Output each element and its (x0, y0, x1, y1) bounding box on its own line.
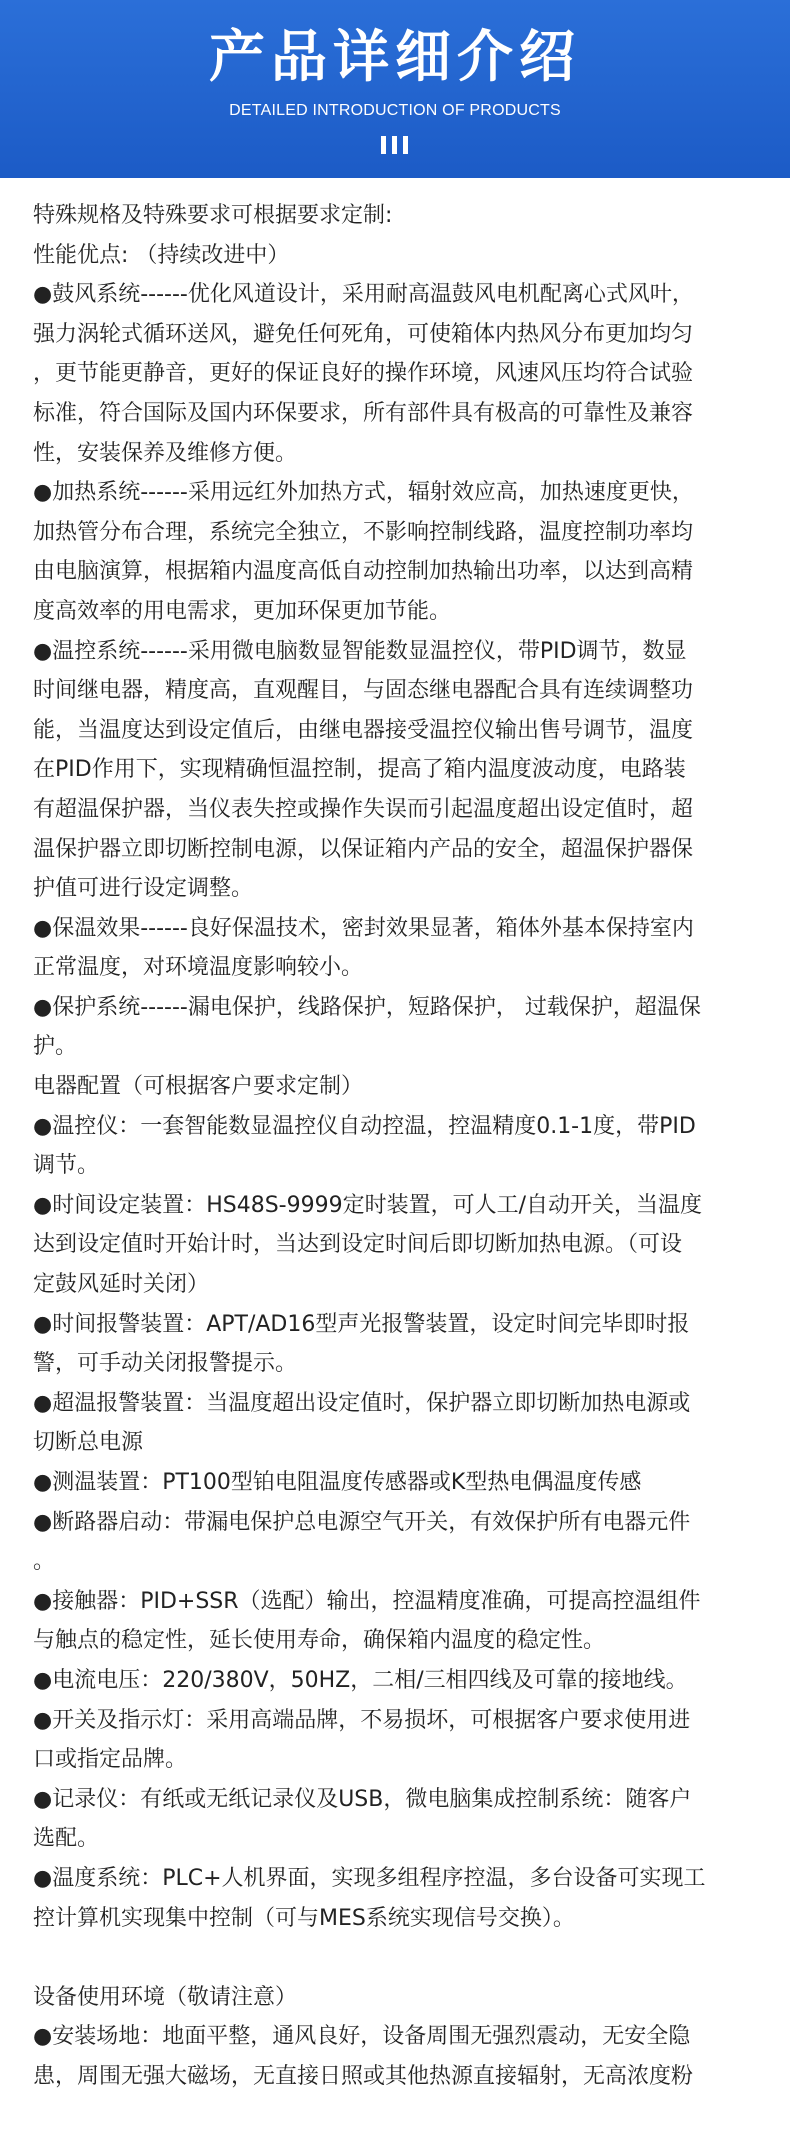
text-line: 温保护器立即切断控制电源，以保证箱内产品的安全，超温保护器保 (33, 836, 694, 862)
text-line: ●时间设定装置：HS48S-9999定时装置，可人工/自动开关，当温度 (33, 1192, 703, 1218)
text-line: 护。 (33, 1034, 78, 1060)
page-title: 产品详细介绍 (209, 25, 581, 90)
text-line: ●加热系统------采用远红外加热方式，辐射效应高，加热速度更快， (33, 480, 694, 506)
text-line: 与触点的稳定性，延长使用寿命，确保箱内温度的稳定性。 (33, 1628, 606, 1654)
product-description (0, 178, 790, 2155)
text-line: 定鼓风延时关闭） (33, 1272, 210, 1298)
text-line: ●安装场地：地面平整，通风良好，设备周围无强烈震动，无安全隐 (33, 2024, 691, 2050)
text-line: 特殊规格及特殊要求可根据要求定制: (33, 203, 393, 228)
text-line: ●电流电压：220/380V，50HZ，二相/三相四线及可靠的接地线。 (33, 1667, 688, 1693)
text-line: ●温度系统：PLC+人机界面，实现多组程序控温，多台设备可实现工 (33, 1865, 706, 1891)
text-line: ●记录仪：有纸或无纸记录仪及USB，微电脑集成控制系统：随客户 (33, 1786, 692, 1812)
text-line: 加热管分布合理，系统完全独立，不影响控制线路，温度控制功率均 (33, 519, 694, 545)
text-line: 由电脑演算，根据箱内温度高低自动控制加热输出功率，以达到高精 (33, 559, 694, 585)
text-line: 电器配置（可根据客户要求定制） (33, 1074, 364, 1100)
page-header-banner (0, 0, 790, 178)
text-line: 性，安装保养及维修方便。 (33, 440, 298, 466)
text-line: ●时间报警装置：APT/AD16型声光报警装置，设定时间完毕即时报 (33, 1311, 690, 1337)
text-line: ●鼓风系统------优化风道设计，采用耐高温鼓风电机配离心式风叶， (33, 282, 694, 308)
text-line: ●超温报警装置：当温度超出设定值时，保护器立即切断加热电源或 (33, 1390, 691, 1416)
text-line: ，更节能更静音，更好的保证良好的操作环境，风速风压均符合试验 (33, 361, 694, 387)
text-line: 控计算机实现集中控制（可与MES系统实现信号交换）。 (33, 1905, 575, 1931)
text-line: 强力涡轮式循环送风，避免任何死角，可使箱体内热风分布更加均匀 (33, 321, 694, 347)
text-line: 选配。 (33, 1826, 100, 1852)
text-line: 正常温度，对环境温度影响较小。 (33, 955, 364, 981)
text-line: ●保护系统------漏电保护，线路保护，短路保护， 过载保护，超温保 (33, 994, 701, 1020)
text-line: 时间继电器，精度高，直观醒目，与固态继电器配合具有连续调整功 (33, 678, 694, 704)
text-line: 切断总电源 (33, 1430, 144, 1456)
text-line: 在PID作用下，实现精确恒温控制，提高了箱内温度波动度，电路装 (33, 757, 686, 783)
blank-line (33, 1938, 762, 1978)
text-line: 能，当温度达到设定值后，由继电器接受温控仪输出售号调节，温度 (33, 717, 694, 743)
text-line: 度高效率的用电需求，更加环保更加节能。 (33, 598, 452, 624)
text-line: ●断路器启动：带漏电保护总电源空气开关，有效保护所有电器元件 (33, 1509, 691, 1535)
text-line: ●测温装置：PT100型铂电阻温度传感器或K型热电偶温度传感 (33, 1470, 642, 1495)
text-line: ●温控仪：一套智能数显温控仪自动控温，控温精度0.1-1度，带PID (33, 1113, 696, 1139)
text-line: 性能优点: （持续改进中） (33, 242, 290, 268)
three-bars-icon (381, 136, 409, 154)
page-subtitle: DETAILED INTRODUCTION OF PRODUCTS (229, 102, 561, 119)
text-line: ●接触器：PID+SSR（选配）输出，控温精度准确，可提高控温组件 (33, 1588, 701, 1614)
text-line: 护值可进行设定调整。 (33, 876, 254, 902)
text-line: 设备使用环境（敬请注意） (33, 1984, 298, 2010)
text-line: 有超温保护器，当仪表失控或操作失误而引起温度超出设定值时，超 (33, 796, 694, 822)
text-line: 患，周围无强大磁场，无直接日照或其他热源直接辐射，无高浓度粉 (33, 2063, 694, 2089)
text-line: ●保温效果------良好保温技术，密封效果显著，箱体外基本保持室内 (33, 915, 694, 941)
text-line: 达到设定值时开始计时，当达到设定时间后即切断加热电源。（可设 (33, 1232, 683, 1258)
text-line: 调节。 (33, 1153, 100, 1179)
text-line: 口或指定品牌。 (33, 1747, 188, 1773)
text-line: ●温控系统------采用微电脑数显智能数显温控仪，带PID调节，数显 (33, 638, 687, 664)
text-line: 。 (33, 1549, 56, 1575)
text-line: 标准，符合国际及国内环保要求，所有部件具有极高的可靠性及兼容 (33, 400, 694, 426)
text-line: 警，可手动关闭报警提示。 (33, 1351, 298, 1377)
text-line: ●开关及指示灯：采用高端品牌，不易损坏，可根据客户要求使用进 (33, 1707, 691, 1733)
